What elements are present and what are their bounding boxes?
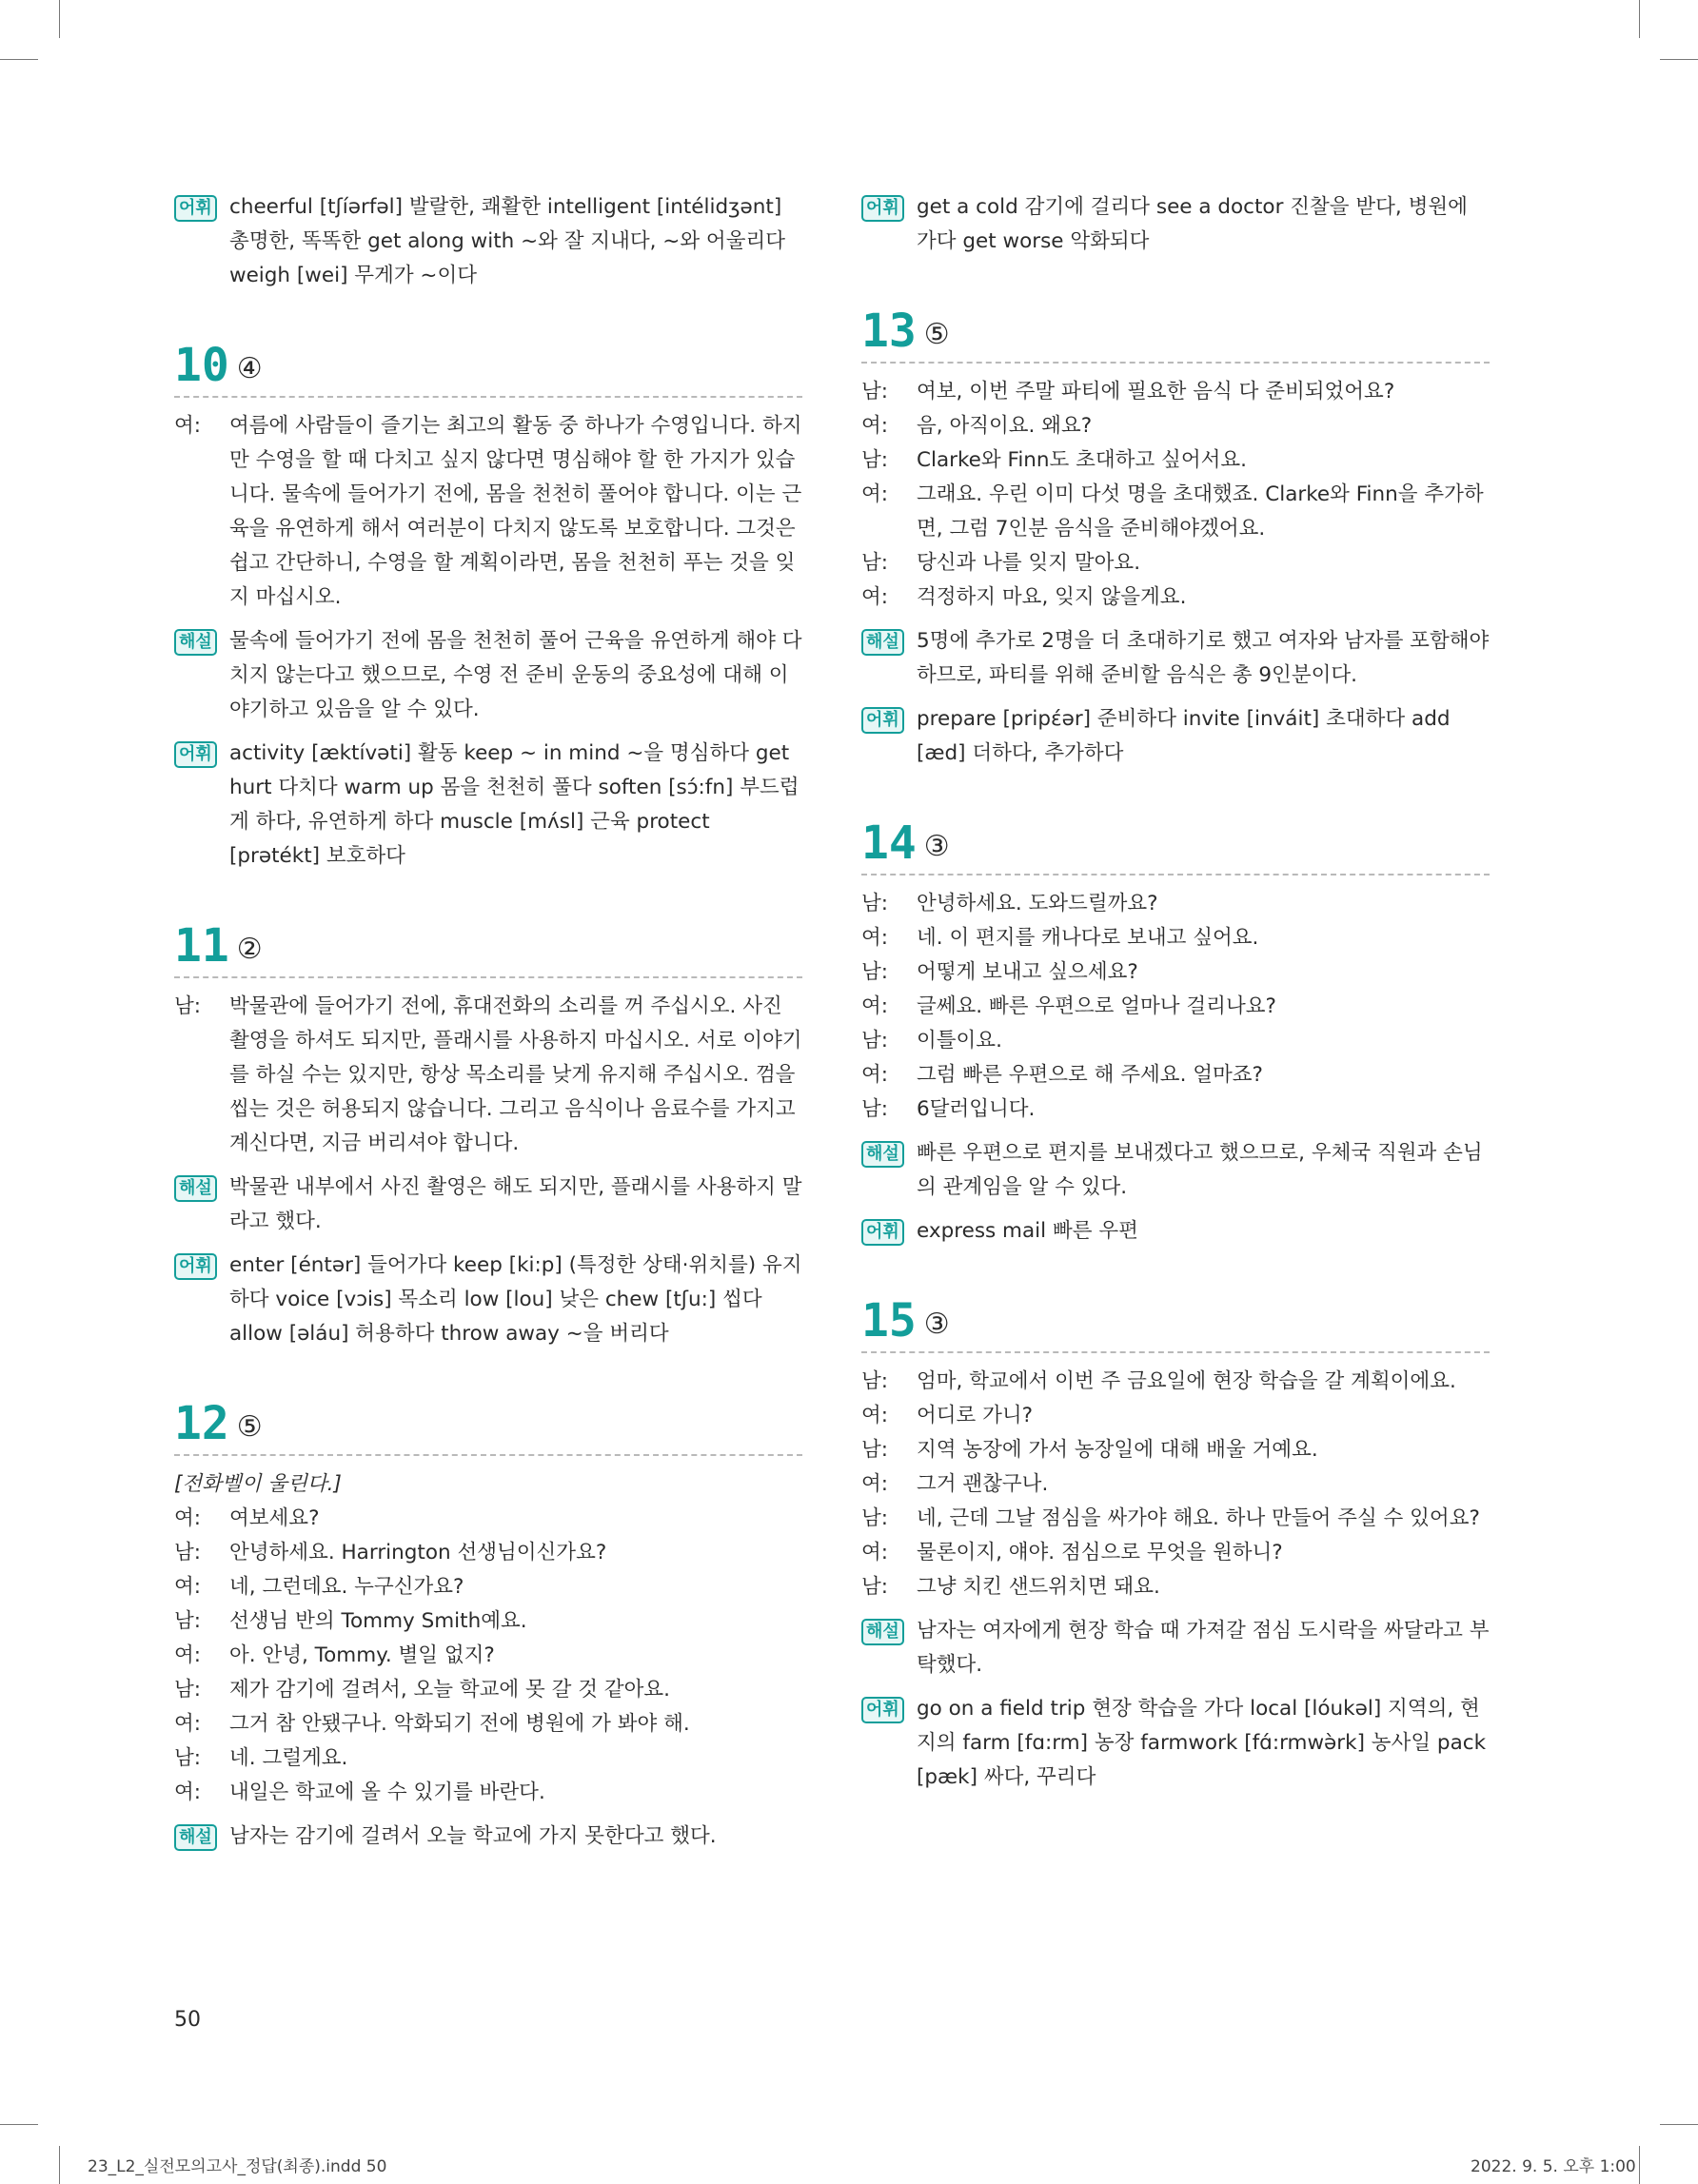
speaker: 여:	[174, 1781, 202, 1804]
speaker: 남:	[861, 1438, 889, 1462]
stage-direction: [전화벨이 울린다.]	[174, 1472, 342, 1496]
dialogue-line	[861, 546, 1490, 580]
explanation-block	[174, 1171, 802, 1239]
explanation-block	[861, 624, 1490, 693]
speaker: 남:	[174, 1678, 202, 1702]
explanation-block	[861, 1136, 1490, 1205]
dialogue-line	[861, 443, 1490, 478]
dialogue-text: 어떻게 보내고 싶으세요?	[917, 960, 1138, 984]
crop-mark	[1639, 2146, 1640, 2184]
question-number: 11	[174, 919, 229, 973]
speaker: 남:	[174, 1609, 202, 1633]
dialogue-text: 네, 근데 그날 점심을 싸가야 해요. 하나 만들어 주실 수 있어요?	[917, 1506, 1480, 1530]
dialogue-text: 음, 아직이요. 왜요?	[917, 414, 1093, 438]
speaker: 남:	[174, 1541, 202, 1564]
vocab-tag: 어휘	[174, 741, 217, 768]
question-10-header	[174, 341, 802, 398]
dialogue-line	[174, 1536, 802, 1570]
dialogue-text: 당신과 나를 잊지 말아요.	[917, 551, 1141, 575]
speaker: 남:	[861, 1506, 889, 1530]
dialogue-text: 박물관에 들어가기 전에, 휴대전화의 소리를 꺼 주십시오. 사진 촬영을 하셔도 되지만, 플래시를 사용하지 마십시오. 서로 이야기를 하실 수는 있지만, 항상 목소리를 낮게 유지해 주십시오. 껌을 씹는 것은 허용되지 않습니다. 그리고 음식이나 음료수를 가지고 계신다면, 지금 버리셔야 합니다.	[229, 994, 802, 1155]
vocab-tag: 어휘	[174, 195, 217, 222]
answer-mark: ⑤	[236, 1410, 263, 1444]
vocab-text: get a cold 감기에 걸리다 see a doctor 진찰을 받다, 병원에 가다 get worse 악화되다	[917, 195, 1468, 253]
explanation-tag: 해설	[174, 1824, 217, 1851]
dialogue-text: 어디로 가니?	[917, 1404, 1034, 1427]
dialogue-line	[861, 375, 1490, 409]
dialogue-text: 엄마, 학교에서 이번 주 금요일에 현장 학습을 갈 계획이에요.	[917, 1369, 1456, 1393]
dialogue-line	[861, 1399, 1490, 1433]
dialogue-line	[861, 1024, 1490, 1058]
speaker: 여:	[861, 926, 889, 950]
dialogue-line	[174, 1707, 802, 1741]
vocab-text: cheerful [tʃíərfəl] 발랄한, 쾌활한 intelligent [intélidʒənt] 총명한, 똑똑한 get along with ~와 잘 지내다, ~와 어울리다 weigh [wei] 무게가 ~이다	[229, 195, 786, 287]
explanation-tag: 해설	[861, 629, 904, 656]
explanation-text: 5명에 추가로 2명을 더 초대하기로 했고 여자와 남자를 포함해야 하므로, 파티를 위해 준비할 음식은 총 9인분이다.	[917, 629, 1490, 687]
vocab-text: go on a field trip 현장 학습을 가다 local [lóukəl] 지역의, 현지의 farm [fɑ:rm] 농장 farmwork [fɑ́:rmwə̀rk] 농사일 pack [pæk] 싸다, 꾸리다	[917, 1697, 1487, 1789]
question-13-header	[861, 306, 1490, 364]
dialogue-text: 지역 농장에 가서 농장일에 대해 배울 거예요.	[917, 1438, 1318, 1462]
dialogue-text: 여보세요?	[229, 1506, 320, 1530]
dialogue-line	[861, 1092, 1490, 1127]
dialogue-line	[174, 1502, 802, 1536]
vocab-tag: 어휘	[861, 707, 904, 734]
dialogue-line	[861, 955, 1490, 990]
answer-mark: ⑤	[923, 318, 950, 351]
answer-mark: ④	[236, 352, 263, 385]
explanation-tag: 해설	[174, 629, 217, 656]
dialogue-text: 선생님 반의 Tommy Smith예요.	[229, 1609, 527, 1633]
speaker: 여:	[861, 1472, 889, 1496]
question-12-header	[174, 1399, 802, 1456]
dialogue-text: 안녕하세요. Harrington 선생님이신가요?	[229, 1541, 607, 1564]
dialogue-text: 글쎄요. 빠른 우편으로 얼마나 걸리나요?	[917, 994, 1276, 1018]
dialogue-text: 그럼 빠른 우편으로 해 주세요. 얼마죠?	[917, 1063, 1263, 1087]
right-column	[861, 190, 1490, 1804]
question-number: 12	[174, 1397, 229, 1450]
explanation-text: 남자는 여자에게 현장 학습 때 가져갈 점심 도시락을 싸달라고 부탁했다.	[917, 1619, 1490, 1677]
crop-mark	[1660, 59, 1698, 60]
dialogue-line	[861, 478, 1490, 546]
dialogue-text: 그래요. 우린 이미 다섯 명을 초대했죠. Clarke와 Finn을 추가하면, 그럼 7인분 음식을 준비해야겠어요.	[917, 482, 1484, 541]
dialogue-line	[174, 1776, 802, 1810]
dialogue-text: 이틀이요.	[917, 1029, 1002, 1053]
vocab-text: enter [éntər] 들어가다 keep [ki:p] (특정한 상태·위치를) 유지하다 voice [vɔis] 목소리 low [lou] 낮은 chew [tʃu:] 씹다 allow [əláu] 허용하다 throw away ~을 버리다	[229, 1253, 802, 1346]
footer-filename: 23_L2_실전모의고사_정답(최종).indd 50	[88, 2157, 387, 2176]
vocab-tag: 어휘	[861, 195, 904, 222]
dialogue-text: 그거 참 안됐구나. 악화되기 전에 병원에 가 봐야 해.	[229, 1712, 690, 1736]
vocab-text: prepare [pripέər] 준비하다 invite [inváit] 초대하다 add [æd] 더하다, 추가하다	[917, 707, 1451, 765]
question-number: 13	[861, 305, 917, 358]
speaker: 남:	[861, 1097, 889, 1121]
vocab-block	[861, 1692, 1490, 1795]
dialogue-line	[861, 921, 1490, 955]
speaker: 남:	[861, 380, 889, 403]
dialogue-line	[174, 990, 802, 1161]
dialogue-line	[861, 1433, 1490, 1467]
dialogue-text: 네. 이 편지를 캐나다로 보내고 싶어요.	[917, 926, 1259, 950]
speaker: 남:	[861, 1369, 889, 1393]
vocab-block	[174, 737, 802, 874]
speaker: 여:	[861, 994, 889, 1018]
question-number: 14	[861, 817, 917, 870]
explanation-text: 남자는 감기에 걸려서 오늘 학교에 가지 못한다고 했다.	[229, 1824, 717, 1848]
crop-mark	[0, 59, 38, 60]
dialogue-line	[861, 1467, 1490, 1502]
dialogue-text: 여보, 이번 주말 파티에 필요한 음식 다 준비되었어요?	[917, 380, 1395, 403]
speaker: 남:	[861, 448, 889, 472]
crop-mark	[1639, 0, 1640, 38]
vocab-tag: 어휘	[174, 1253, 217, 1280]
vocab-block	[861, 702, 1490, 771]
explanation-block	[861, 1614, 1490, 1682]
dialogue-text: 네, 그런데요. 누구신가요?	[229, 1575, 464, 1599]
dialogue-text: 아. 안녕, Tommy. 별일 없지?	[229, 1643, 495, 1667]
dialogue-line	[861, 1365, 1490, 1399]
vocab-block	[174, 190, 802, 293]
explanation-tag: 해설	[861, 1141, 904, 1168]
vocab-tag: 어휘	[861, 1219, 904, 1246]
dialogue-text: 네. 그럴게요.	[229, 1746, 348, 1770]
dialogue-text: Clarke와 Finn도 초대하고 싶어서요.	[917, 448, 1247, 472]
dialogue-text: 안녕하세요. 도와드릴까요?	[917, 892, 1158, 915]
dialogue-text: 걱정하지 마요, 잊지 않을게요.	[917, 585, 1187, 609]
dialogue-text: 그거 괜찮구나.	[917, 1472, 1049, 1496]
dialogue-text: 그냥 치킨 샌드위치면 돼요.	[917, 1575, 1160, 1599]
dialogue-line	[174, 1673, 802, 1707]
dialogue-line	[861, 990, 1490, 1024]
crop-mark	[1660, 2124, 1698, 2125]
explanation-text: 물속에 들어가기 전에 몸을 천천히 풀어 근육을 유연하게 해야 다치지 않는다고 했으므로, 수영 전 준비 운동의 중요성에 대해 이야기하고 있음을 알 수 있다.	[229, 629, 802, 721]
question-number: 15	[861, 1294, 917, 1348]
vocab-tag: 어휘	[861, 1697, 904, 1723]
dialogue-line	[861, 580, 1490, 615]
question-number: 10	[174, 339, 229, 392]
speaker: 여:	[861, 482, 889, 506]
left-column	[174, 190, 802, 1863]
explanation-block	[174, 1820, 802, 1854]
question-11-header	[174, 921, 802, 978]
dialogue-line	[174, 1639, 802, 1673]
speaker: 여:	[861, 1541, 889, 1564]
answer-mark: ③	[923, 830, 950, 863]
answer-mark: ③	[923, 1308, 950, 1341]
dialogue-line	[861, 887, 1490, 921]
speaker: 남:	[174, 1746, 202, 1770]
speaker: 남:	[861, 551, 889, 575]
dialogue-line	[174, 1604, 802, 1639]
explanation-block	[174, 624, 802, 727]
answer-mark: ②	[236, 933, 263, 966]
speaker: 여:	[861, 1404, 889, 1427]
vocab-block	[174, 1249, 802, 1351]
speaker: 여:	[174, 1575, 202, 1599]
speaker: 여:	[861, 1063, 889, 1087]
speaker: 여:	[174, 1712, 202, 1736]
speaker: 남:	[174, 994, 202, 1018]
speaker: 여:	[174, 1643, 202, 1667]
explanation-text: 빠른 우편으로 편지를 보내겠다고 했으므로, 우체국 직원과 손님의 관계임을 알 수 있다.	[917, 1141, 1483, 1199]
dialogue-line	[174, 409, 802, 615]
speaker: 남:	[861, 1029, 889, 1053]
dialogue-line	[861, 409, 1490, 443]
explanation-tag: 해설	[861, 1619, 904, 1645]
speaker: 여:	[174, 414, 202, 438]
dialogue-line	[861, 1536, 1490, 1570]
dialogue-line	[861, 1058, 1490, 1092]
speaker: 여:	[861, 585, 889, 609]
speaker: 남:	[861, 892, 889, 915]
vocab-text: express mail 빠른 우편	[917, 1219, 1138, 1243]
explanation-tag: 해설	[174, 1175, 217, 1202]
crop-mark	[0, 2124, 38, 2125]
speaker: 여:	[861, 414, 889, 438]
crop-mark	[59, 2146, 60, 2184]
speaker: 여:	[174, 1506, 202, 1530]
speaker: 남:	[861, 960, 889, 984]
explanation-text: 박물관 내부에서 사진 촬영은 해도 되지만, 플래시를 사용하지 말라고 했다.	[229, 1175, 802, 1233]
vocab-block	[861, 1214, 1490, 1249]
dialogue-line	[861, 1570, 1490, 1604]
dialogue-line	[861, 1502, 1490, 1536]
footer-date: 2022. 9. 5. 오후 1:00	[1471, 2157, 1636, 2176]
question-14-header	[861, 818, 1490, 876]
crop-mark	[59, 0, 60, 38]
page-number: 50	[174, 2008, 201, 2032]
dialogue-line	[174, 1741, 802, 1776]
dialogue-text: 여름에 사람들이 즐기는 최고의 활동 중 하나가 수영입니다. 하지만 수영을 할 때 다치고 싶지 않다면 명심해야 할 한 가지가 있습니다. 물속에 들어가기 전에, 몸을 천천히 풀어야 합니다. 이는 근육을 유연하게 해서 여러분이 다치지 않도록 보호합니다. 그것은 쉽고 간단하니, 수영을 할 계획이라면, 몸을 천천히 푸는 것을 잊지 마십시오.	[229, 414, 802, 609]
vocab-block	[861, 190, 1490, 259]
dialogue-text: 내일은 학교에 올 수 있기를 바란다.	[229, 1781, 545, 1804]
dialogue-text: 물론이지, 얘야. 점심으로 무엇을 원하니?	[917, 1541, 1283, 1564]
question-15-header	[861, 1296, 1490, 1353]
dialogue-line	[174, 1570, 802, 1604]
speaker: 남:	[861, 1575, 889, 1599]
dialogue-text: 제가 감기에 걸려서, 오늘 학교에 못 갈 것 같아요.	[229, 1678, 670, 1702]
vocab-text: activity [æktívəti] 활동 keep ~ in mind ~을 명심하다 get hurt 다치다 warm up 몸을 천천히 풀다 soften [sɔ́:fn] 부드럽게 하다, 유연하게 하다 muscle [mʌ́sl] 근육 protect [prətékt] 보호하다	[229, 741, 800, 868]
dialogue-text: 6달러입니다.	[917, 1097, 1036, 1121]
